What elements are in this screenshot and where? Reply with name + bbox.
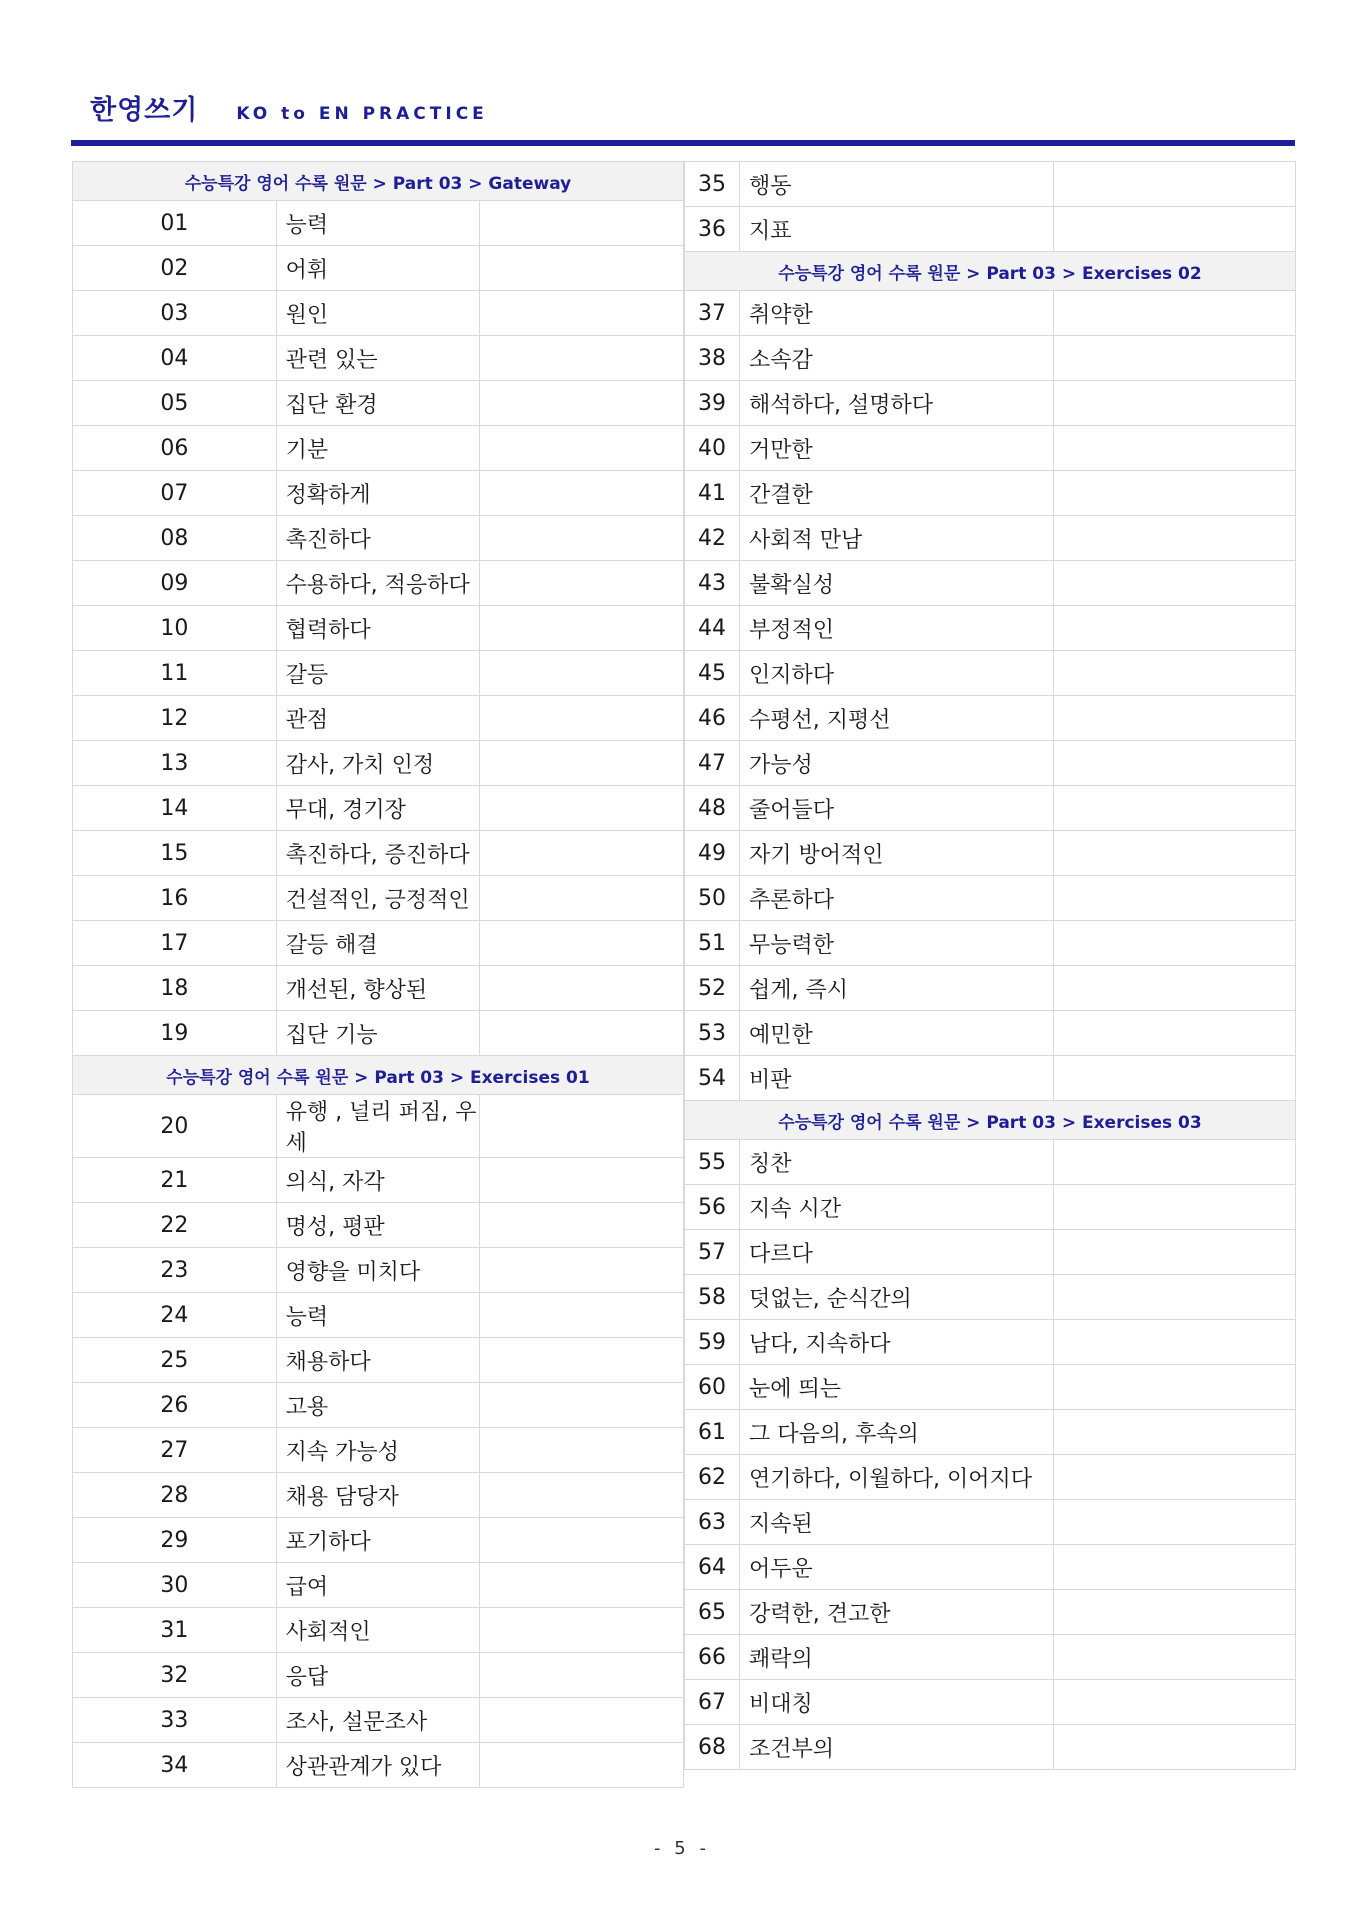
korean-term: 부정적인	[740, 606, 1054, 651]
section-header	[685, 252, 1296, 291]
item-number: 29	[73, 1518, 277, 1563]
english-answer-blank[interactable]	[480, 1158, 684, 1203]
section-header	[73, 162, 684, 201]
korean-term: 명성, 평판	[276, 1203, 480, 1248]
english-answer-blank[interactable]	[1054, 561, 1296, 606]
korean-term: 협력하다	[276, 606, 480, 651]
item-number: 15	[73, 831, 277, 876]
korean-term: 수용하다, 적응하다	[276, 561, 480, 606]
vocab-row	[685, 426, 1296, 471]
korean-term: 비판	[740, 1056, 1054, 1101]
vocab-row	[73, 1293, 684, 1338]
korean-term: 사회적인	[276, 1608, 480, 1653]
english-answer-blank[interactable]	[480, 1608, 684, 1653]
vocab-row	[73, 561, 684, 606]
section-title: 수능특강 영어 수록 원문 > Part 03 > Gateway	[73, 162, 684, 201]
english-answer-blank[interactable]	[1054, 831, 1296, 876]
vocab-row	[73, 516, 684, 561]
korean-term: 무대, 경기장	[276, 786, 480, 831]
vocab-row	[73, 291, 684, 336]
vocab-row	[685, 1590, 1296, 1635]
korean-term: 남다, 지속하다	[740, 1320, 1054, 1365]
english-answer-blank[interactable]	[480, 381, 684, 426]
vocab-row	[685, 606, 1296, 651]
english-answer-blank[interactable]	[1054, 921, 1296, 966]
korean-term: 원인	[276, 291, 480, 336]
vocab-row	[685, 1545, 1296, 1590]
korean-term: 다르다	[740, 1230, 1054, 1275]
page-number: - 5 -	[654, 1838, 710, 1859]
item-number: 58	[685, 1275, 740, 1320]
item-number: 47	[685, 741, 740, 786]
vocab-row	[73, 1095, 684, 1158]
vocab-table-left	[72, 161, 684, 1788]
vocab-row	[685, 876, 1296, 921]
item-number: 60	[685, 1365, 740, 1410]
item-number: 06	[73, 426, 277, 471]
english-answer-blank[interactable]	[1054, 291, 1296, 336]
right-column	[684, 161, 1296, 1770]
item-number: 50	[685, 876, 740, 921]
item-number: 04	[73, 336, 277, 381]
english-answer-blank[interactable]	[480, 921, 684, 966]
item-number: 12	[73, 696, 277, 741]
item-number: 05	[73, 381, 277, 426]
vocab-row	[685, 1365, 1296, 1410]
korean-term: 취약한	[740, 291, 1054, 336]
vocab-row	[685, 516, 1296, 561]
header-title-ko: 한영쓰기	[90, 95, 199, 126]
english-answer-blank[interactable]	[480, 336, 684, 381]
english-answer-blank[interactable]	[1054, 1011, 1296, 1056]
item-number: 23	[73, 1248, 277, 1293]
item-number: 14	[73, 786, 277, 831]
item-number: 25	[73, 1338, 277, 1383]
korean-term: 소속감	[740, 336, 1054, 381]
korean-term: 영향을 미치다	[276, 1248, 480, 1293]
vocab-row	[73, 1011, 684, 1056]
vocab-row	[73, 1698, 684, 1743]
korean-term: 채용 담당자	[276, 1473, 480, 1518]
korean-term: 거만한	[740, 426, 1054, 471]
vocab-row	[685, 1185, 1296, 1230]
vocab-row	[685, 1635, 1296, 1680]
vocab-row	[685, 741, 1296, 786]
english-answer-blank[interactable]	[1054, 1590, 1296, 1635]
english-answer-blank[interactable]	[1054, 1140, 1296, 1185]
vocab-row	[73, 246, 684, 291]
english-answer-blank[interactable]	[480, 1563, 684, 1608]
korean-term: 쾌락의	[740, 1635, 1054, 1680]
item-number: 28	[73, 1473, 277, 1518]
vocab-row	[73, 921, 684, 966]
korean-term: 상관관계가 있다	[276, 1743, 480, 1788]
item-number: 20	[73, 1095, 277, 1158]
english-answer-blank[interactable]	[1054, 1185, 1296, 1230]
item-number: 33	[73, 1698, 277, 1743]
item-number: 37	[685, 291, 740, 336]
vocab-row	[73, 1743, 684, 1788]
korean-term: 간결한	[740, 471, 1054, 516]
vocab-row	[685, 1680, 1296, 1725]
item-number: 68	[685, 1725, 740, 1770]
english-answer-blank[interactable]	[480, 1428, 684, 1473]
vocab-row	[73, 606, 684, 651]
english-answer-blank[interactable]	[480, 1338, 684, 1383]
item-number: 59	[685, 1320, 740, 1365]
item-number: 32	[73, 1653, 277, 1698]
item-number: 02	[73, 246, 277, 291]
english-answer-blank[interactable]	[480, 786, 684, 831]
item-number: 34	[73, 1743, 277, 1788]
section-header	[685, 1101, 1296, 1140]
english-answer-blank[interactable]	[1054, 786, 1296, 831]
vocab-row	[73, 1248, 684, 1293]
english-answer-blank[interactable]	[480, 1698, 684, 1743]
vocab-row	[685, 1410, 1296, 1455]
korean-term: 의식, 자각	[276, 1158, 480, 1203]
english-answer-blank[interactable]	[480, 426, 684, 471]
korean-term: 칭찬	[740, 1140, 1054, 1185]
vocab-row	[685, 966, 1296, 1011]
korean-term: 덧없는, 순식간의	[740, 1275, 1054, 1320]
item-number: 31	[73, 1608, 277, 1653]
korean-term: 눈에 띄는	[740, 1365, 1054, 1410]
section-header	[73, 1056, 684, 1095]
vocab-row	[685, 1500, 1296, 1545]
vocab-row	[685, 1725, 1296, 1770]
vocab-row	[73, 1428, 684, 1473]
item-number: 63	[685, 1500, 740, 1545]
english-answer-blank[interactable]	[480, 291, 684, 336]
item-number: 08	[73, 516, 277, 561]
english-answer-blank[interactable]	[480, 1011, 684, 1056]
english-answer-blank[interactable]	[480, 1518, 684, 1563]
english-answer-blank[interactable]	[1054, 1455, 1296, 1500]
english-answer-blank[interactable]	[1054, 516, 1296, 561]
korean-term: 행동	[740, 162, 1054, 207]
korean-term: 줄어들다	[740, 786, 1054, 831]
korean-term: 기분	[276, 426, 480, 471]
korean-term: 조건부의	[740, 1725, 1054, 1770]
korean-term: 사회적 만남	[740, 516, 1054, 561]
vocab-row	[685, 162, 1296, 207]
item-number: 10	[73, 606, 277, 651]
vocab-row	[73, 831, 684, 876]
english-answer-blank[interactable]	[1054, 1230, 1296, 1275]
korean-term: 무능력한	[740, 921, 1054, 966]
english-answer-blank[interactable]	[1054, 651, 1296, 696]
vocab-row	[685, 1011, 1296, 1056]
vocab-row	[685, 561, 1296, 606]
vocab-row	[685, 291, 1296, 336]
korean-term: 집단 환경	[276, 381, 480, 426]
english-answer-blank[interactable]	[1054, 1056, 1296, 1101]
vocab-row	[73, 336, 684, 381]
korean-term: 관련 있는	[276, 336, 480, 381]
english-answer-blank[interactable]	[480, 741, 684, 786]
korean-term: 갈등	[276, 651, 480, 696]
vocab-row	[73, 741, 684, 786]
korean-term: 연기하다, 이월하다, 이어지다	[740, 1455, 1054, 1500]
korean-term: 추론하다	[740, 876, 1054, 921]
english-answer-blank[interactable]	[1054, 207, 1296, 252]
vocab-row	[73, 426, 684, 471]
english-answer-blank[interactable]	[480, 561, 684, 606]
item-number: 54	[685, 1056, 740, 1101]
item-number: 11	[73, 651, 277, 696]
item-number: 39	[685, 381, 740, 426]
item-number: 44	[685, 606, 740, 651]
item-number: 45	[685, 651, 740, 696]
korean-term: 어두운	[740, 1545, 1054, 1590]
english-answer-blank[interactable]	[1054, 1725, 1296, 1770]
item-number: 62	[685, 1455, 740, 1500]
page-header	[90, 88, 488, 128]
english-answer-blank[interactable]	[1054, 606, 1296, 651]
korean-term: 능력	[276, 201, 480, 246]
vocab-row	[685, 696, 1296, 741]
vocab-row	[73, 1473, 684, 1518]
item-number: 09	[73, 561, 277, 606]
item-number: 51	[685, 921, 740, 966]
korean-term: 쉽게, 즉시	[740, 966, 1054, 1011]
english-answer-blank[interactable]	[1054, 471, 1296, 516]
english-answer-blank[interactable]	[1054, 1365, 1296, 1410]
vocab-row	[73, 966, 684, 1011]
item-number: 36	[685, 207, 740, 252]
english-answer-blank[interactable]	[480, 651, 684, 696]
korean-term: 수평선, 지평선	[740, 696, 1054, 741]
korean-term: 정확하게	[276, 471, 480, 516]
vocab-row	[73, 1383, 684, 1428]
vocab-row	[73, 201, 684, 246]
korean-term: 개선된, 향상된	[276, 966, 480, 1011]
vocab-row	[685, 336, 1296, 381]
english-answer-blank[interactable]	[1054, 876, 1296, 921]
vocab-row	[73, 381, 684, 426]
korean-term: 건설적인, 긍정적인	[276, 876, 480, 921]
korean-term: 강력한, 견고한	[740, 1590, 1054, 1635]
vocab-row	[685, 381, 1296, 426]
item-number: 26	[73, 1383, 277, 1428]
english-answer-blank[interactable]	[480, 696, 684, 741]
english-answer-blank[interactable]	[480, 1383, 684, 1428]
item-number: 43	[685, 561, 740, 606]
item-number: 46	[685, 696, 740, 741]
korean-term: 능력	[276, 1293, 480, 1338]
korean-term: 그 다음의, 후속의	[740, 1410, 1054, 1455]
vocab-row	[685, 1056, 1296, 1101]
item-number: 19	[73, 1011, 277, 1056]
vocab-row	[685, 921, 1296, 966]
item-number: 21	[73, 1158, 277, 1203]
korean-term: 가능성	[740, 741, 1054, 786]
english-answer-blank[interactable]	[480, 516, 684, 561]
english-answer-blank[interactable]	[1054, 741, 1296, 786]
korean-term: 촉진하다	[276, 516, 480, 561]
korean-term: 고용	[276, 1383, 480, 1428]
korean-term: 예민한	[740, 1011, 1054, 1056]
korean-term: 촉진하다, 증진하다	[276, 831, 480, 876]
korean-term: 지속된	[740, 1500, 1054, 1545]
english-answer-blank[interactable]	[480, 876, 684, 921]
english-answer-blank[interactable]	[1054, 1500, 1296, 1545]
item-number: 01	[73, 201, 277, 246]
item-number: 56	[685, 1185, 740, 1230]
english-answer-blank[interactable]	[1054, 1410, 1296, 1455]
english-answer-blank[interactable]	[480, 966, 684, 1011]
korean-term: 어휘	[276, 246, 480, 291]
left-column	[72, 161, 684, 1788]
item-number: 35	[685, 162, 740, 207]
korean-term: 비대칭	[740, 1680, 1054, 1725]
english-answer-blank[interactable]	[480, 1653, 684, 1698]
english-answer-blank[interactable]	[1054, 966, 1296, 1011]
item-number: 07	[73, 471, 277, 516]
english-answer-blank[interactable]	[1054, 1635, 1296, 1680]
item-number: 55	[685, 1140, 740, 1185]
item-number: 49	[685, 831, 740, 876]
vocab-row	[73, 1653, 684, 1698]
vocab-table-right	[684, 161, 1296, 1770]
header-title-en: KO to EN PRACTICE	[236, 104, 488, 124]
vocab-row	[685, 1140, 1296, 1185]
english-answer-blank[interactable]	[480, 201, 684, 246]
english-answer-blank[interactable]	[1054, 381, 1296, 426]
korean-term: 급여	[276, 1563, 480, 1608]
english-answer-blank[interactable]	[1054, 696, 1296, 741]
english-answer-blank[interactable]	[1054, 426, 1296, 471]
item-number: 64	[685, 1545, 740, 1590]
korean-term: 인지하다	[740, 651, 1054, 696]
item-number: 13	[73, 741, 277, 786]
vocab-row	[73, 876, 684, 921]
vocab-row	[685, 1320, 1296, 1365]
item-number: 30	[73, 1563, 277, 1608]
vocab-row	[73, 1563, 684, 1608]
vocab-row	[73, 1203, 684, 1248]
english-answer-blank[interactable]	[1054, 336, 1296, 381]
english-answer-blank[interactable]	[480, 1473, 684, 1518]
vocab-row	[73, 1608, 684, 1653]
english-answer-blank[interactable]	[1054, 1275, 1296, 1320]
vocab-row	[73, 1338, 684, 1383]
english-answer-blank[interactable]	[1054, 1680, 1296, 1725]
vocab-row	[73, 1518, 684, 1563]
english-answer-blank[interactable]	[480, 1293, 684, 1338]
item-number: 18	[73, 966, 277, 1011]
item-number: 17	[73, 921, 277, 966]
vocab-row	[685, 1275, 1296, 1320]
item-number: 03	[73, 291, 277, 336]
vocab-row	[685, 651, 1296, 696]
korean-term: 불확실성	[740, 561, 1054, 606]
english-answer-blank[interactable]	[1054, 1320, 1296, 1365]
english-answer-blank[interactable]	[480, 606, 684, 651]
item-number: 52	[685, 966, 740, 1011]
english-answer-blank[interactable]	[480, 831, 684, 876]
korean-term: 관점	[276, 696, 480, 741]
item-number: 27	[73, 1428, 277, 1473]
item-number: 66	[685, 1635, 740, 1680]
english-answer-blank[interactable]	[480, 246, 684, 291]
vocab-row	[73, 786, 684, 831]
item-number: 42	[685, 516, 740, 561]
item-number: 22	[73, 1203, 277, 1248]
item-number: 57	[685, 1230, 740, 1275]
vocab-row	[685, 207, 1296, 252]
header-rule	[71, 140, 1295, 146]
vocab-row	[685, 1230, 1296, 1275]
vocab-row	[73, 696, 684, 741]
korean-term: 지속 가능성	[276, 1428, 480, 1473]
item-number: 67	[685, 1680, 740, 1725]
korean-term: 감사, 가치 인정	[276, 741, 480, 786]
korean-term: 집단 기능	[276, 1011, 480, 1056]
vocab-row	[685, 786, 1296, 831]
english-answer-blank[interactable]	[480, 1203, 684, 1248]
english-answer-blank[interactable]	[480, 471, 684, 516]
item-number: 38	[685, 336, 740, 381]
english-answer-blank[interactable]	[480, 1248, 684, 1293]
item-number: 41	[685, 471, 740, 516]
korean-term: 자기 방어적인	[740, 831, 1054, 876]
korean-term: 지표	[740, 207, 1054, 252]
english-answer-blank[interactable]	[480, 1095, 684, 1158]
section-title: 수능특강 영어 수록 원문 > Part 03 > Exercises 03	[685, 1101, 1296, 1140]
korean-term: 조사, 설문조사	[276, 1698, 480, 1743]
item-number: 48	[685, 786, 740, 831]
english-answer-blank[interactable]	[1054, 1545, 1296, 1590]
item-number: 24	[73, 1293, 277, 1338]
item-number: 40	[685, 426, 740, 471]
english-answer-blank[interactable]	[1054, 162, 1296, 207]
korean-term: 포기하다	[276, 1518, 480, 1563]
vocab-row	[685, 831, 1296, 876]
vocab-row	[685, 1455, 1296, 1500]
korean-term: 응답	[276, 1653, 480, 1698]
korean-term: 유행 , 널리 퍼짐, 우세	[276, 1095, 480, 1158]
english-answer-blank[interactable]	[480, 1743, 684, 1788]
vocab-row	[685, 471, 1296, 516]
item-number: 53	[685, 1011, 740, 1056]
item-number: 65	[685, 1590, 740, 1635]
korean-term: 해석하다, 설명하다	[740, 381, 1054, 426]
vocab-row	[73, 1158, 684, 1203]
vocab-row	[73, 471, 684, 516]
item-number: 61	[685, 1410, 740, 1455]
korean-term: 채용하다	[276, 1338, 480, 1383]
vocab-row	[73, 651, 684, 696]
korean-term: 지속 시간	[740, 1185, 1054, 1230]
korean-term: 갈등 해결	[276, 921, 480, 966]
section-title: 수능특강 영어 수록 원문 > Part 03 > Exercises 02	[685, 252, 1296, 291]
item-number: 16	[73, 876, 277, 921]
section-title: 수능특강 영어 수록 원문 > Part 03 > Exercises 01	[73, 1056, 684, 1095]
